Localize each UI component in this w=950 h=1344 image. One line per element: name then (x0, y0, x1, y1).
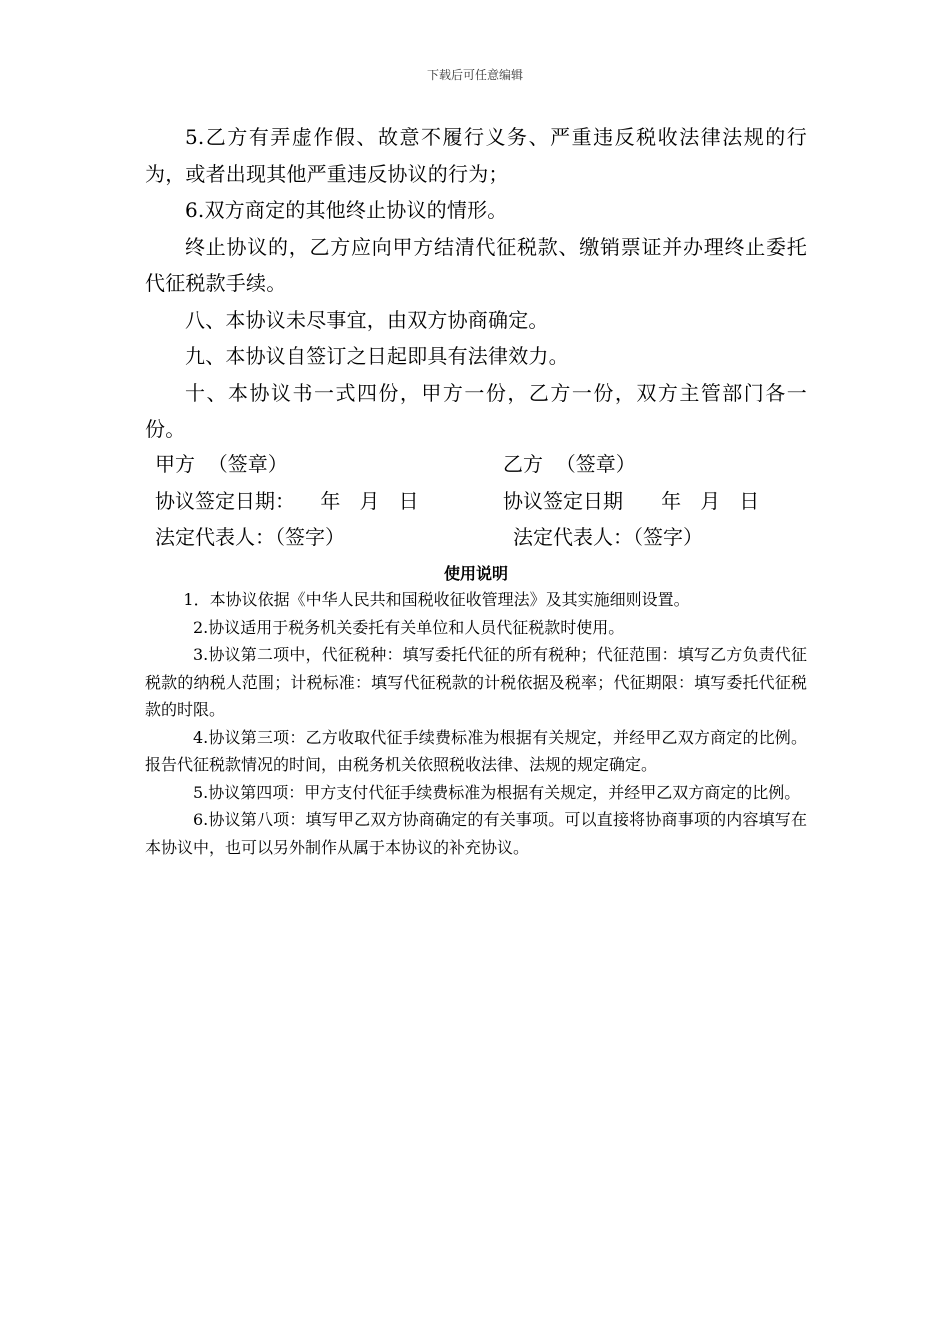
instruction-item-1: 1．本协议依据《中华人民共和国税收征收管理法》及其实施细则设置。 (183, 590, 690, 609)
seal-row (155, 446, 815, 483)
clause-termination-6: 6.双方商定的其他终止协议的情形。 (185, 198, 508, 222)
instruction-item-3: 3.协议第二项中，代征税种：填写委托代征的所有税种；代征范围：填写乙方负责代征税款的纳税人范围；计税标准：填写代征税款的计税依据及税率；代征期限：填写委托代征税款的时限。 (145, 645, 807, 719)
clause-nine: 九、本协议自签订之日起即具有法律效力。 (185, 344, 569, 368)
party-a-representative: 法定代表人：（签字） (155, 525, 345, 549)
instructions-title: 使用说明 (443, 564, 508, 583)
clause-eight: 八、本协议未尽事宜，由双方协商确定。 (185, 307, 549, 332)
party-a-date: 协议签定日期： 年 月 日 (155, 488, 419, 513)
signature-block (155, 446, 815, 556)
usage-instructions (145, 562, 807, 861)
agreement-body (145, 119, 807, 448)
date-row (155, 483, 815, 520)
party-a-seal: 甲方 （签章） (155, 452, 288, 476)
party-b-representative: 法定代表人：（签字） (513, 525, 703, 549)
instruction-item-2: 2.协议适用于税务机关委托有关单位和人员代征税款时使用。 (193, 617, 625, 637)
party-b-seal: 乙方 （签章） (503, 452, 636, 476)
page-header-note: 下载后可任意编辑 (426, 68, 523, 82)
instruction-item-6: 6.协议第八项：填写甲乙双方协商确定的有关事项。可以直接将协商事项的内容填写在本协议中，也可以另外制作从属于本协议的补充协议。 (145, 810, 807, 857)
clause-ten: 十、本协议书一式四份，甲方一份，乙方一份，双方主管部门各一份。 (145, 380, 807, 441)
instruction-item-4: 4.协议第三项：乙方收取代征手续费标准为根据有关规定，并经甲乙双方商定的比例。报告代征税款情况的时间，由税务机关依照税收法律、法规的规定确定。 (145, 727, 807, 774)
instruction-item-5: 5.协议第四项：甲方支付代征手续费标准为根据有关规定，并经甲乙双方商定的比例。 (193, 782, 801, 802)
representative-row (155, 519, 815, 556)
party-b-date: 协议签定日期 年 月 日 (503, 488, 760, 513)
clause-termination-settlement: 终止协议的，乙方应向甲方结清代征税款、缴销票证并办理终止委托代征税款手续。 (145, 234, 807, 295)
clause-termination-5: 5.乙方有弄虚作假、故意不履行义务、严重违反税收法律法规的行为，或者出现其他严重违反协议的行为； (145, 125, 807, 186)
